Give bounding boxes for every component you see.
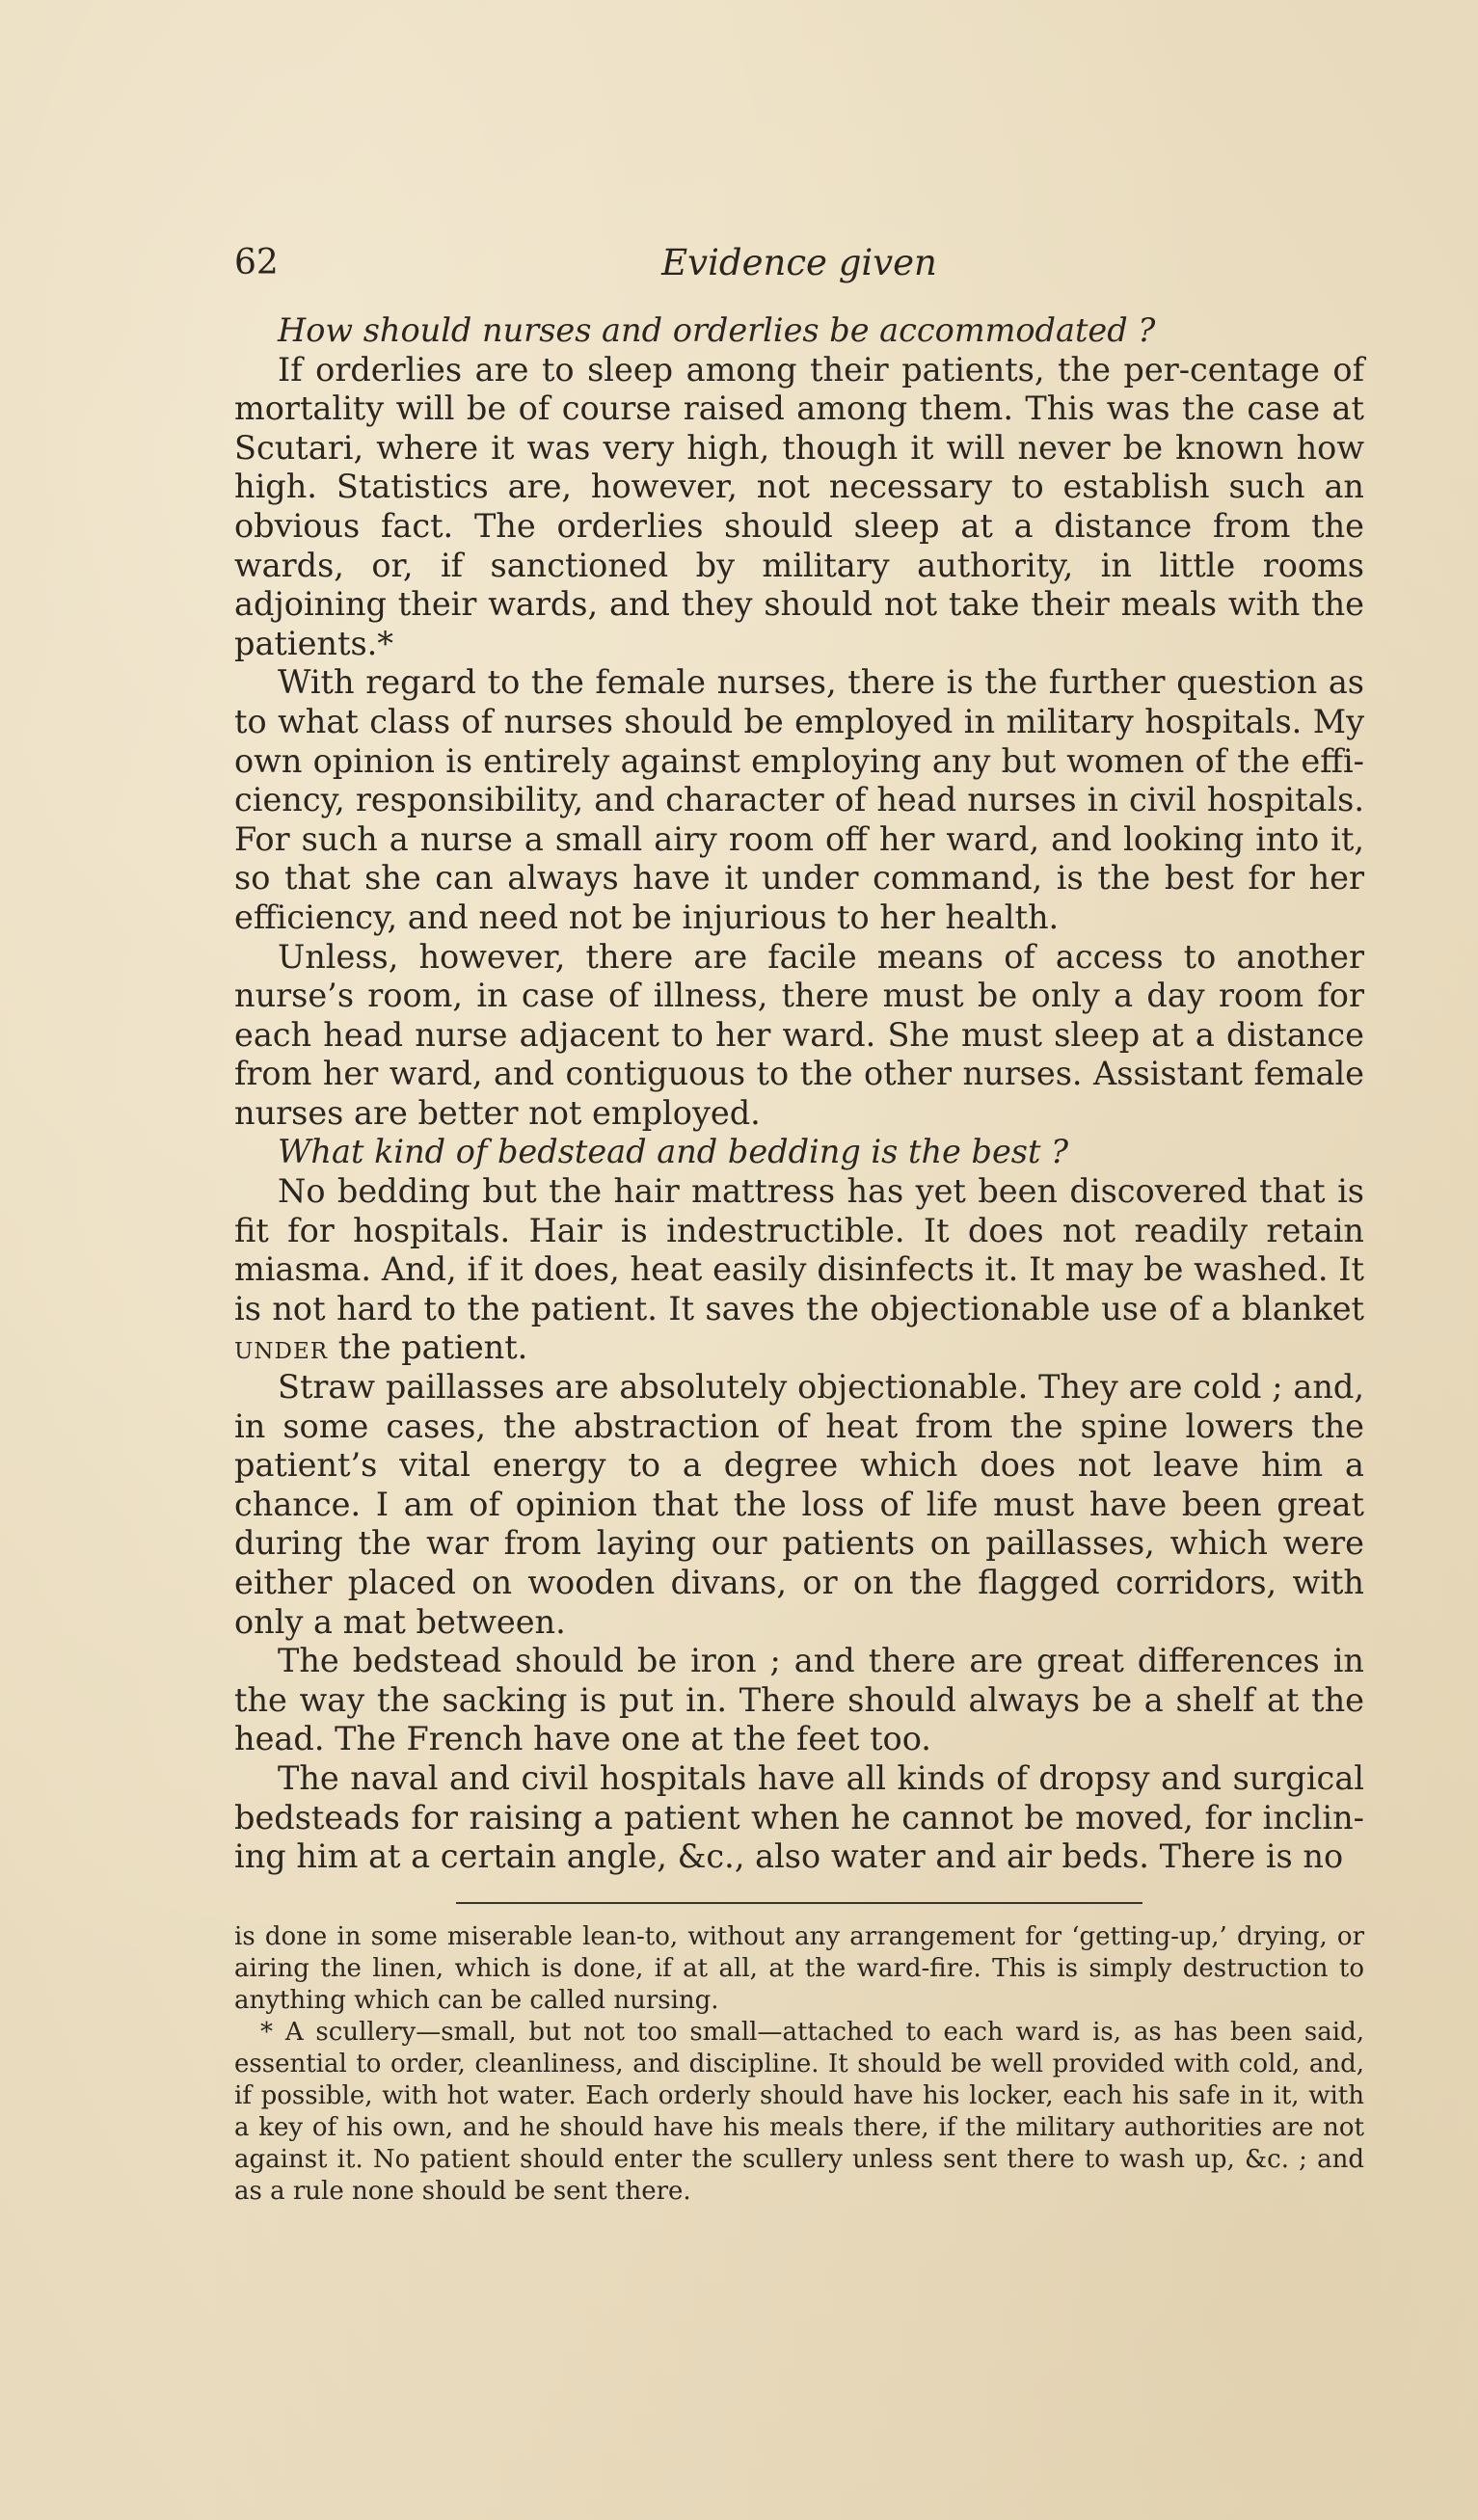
paragraph-iron-bedstead: The bedstead should be iron ; and there are great differences in the way the sacking is put in. There should always be a shelf at the head. The French have one at the feet too. (234, 1642, 1364, 1758)
paragraph-hair-mattress (234, 1172, 1364, 1368)
footnote-scullery: * A scullery—small, but not too small—attached to each ward is, as has been said, essential to order, cleanliness, and discipline. It should be well provided with cold, and, if possible, with hot water. Each orderly should have his locker, each his safe in it, with a key of his own, and he should have his meals there, if the military authorities are not against it. No patient should enter the scullery unless sent there to wash up, &c. ; and as a rule none should be sent there. (234, 2017, 1364, 2206)
main-text (234, 311, 1364, 1877)
paragraph-special-beds: The naval and civil hospitals have all kinds of dropsy and surgical bedsteads for raising a patient when he cannot be moved, for inclining him at a certain angle, &c., also water and air beds. There is no (234, 1758, 1364, 1876)
paragraph-straw-paillasses: Straw paillasses are absolutely objectionable. They are cold ; and, in some cases, the abstraction of heat from the spine lowers the patient’s vital energy to a degree which does not leave him a chance. I am of opinion that the loss of life must have been great during the war from laying our patients on paillasses, which were either placed on wooden divans, or on the flagged corridors, with only a mat between. (234, 1368, 1364, 1641)
paragraph-female-nurses: With regard to the female nurses, there is the further question as to what class of nurses should be employed in military hospitals. My own opinion is entirely against employing any but women of the efficiency, responsibility, and character of head nurses in civil hospitals. For such a nurse a small airy room off her ward, and looking into it, so that she can always have it under command, is the best for her efficiency, and need not be injurious to her health. (234, 663, 1364, 936)
book-page (234, 236, 1364, 2208)
paragraph-hair-mattress-end: the patient. (328, 1328, 528, 1367)
question-heading-bedstead: What kind of bedstead and bedding is the best ? (278, 1133, 1069, 1171)
running-title: Evidence given (661, 242, 937, 283)
page-number: 62 (234, 243, 279, 282)
emphasis-under: under (234, 1328, 329, 1367)
footnote-divider (456, 1902, 1142, 1904)
footnote-continued: is done in some miserable lean-to, without any arrangement for ‘getting-up,’ drying, or airing the linen, which is done, if at all, at the ward-fire. This is simply destruction to anything which can be called nursing. (234, 1921, 1364, 2015)
page-header (234, 236, 1364, 290)
question-heading-accommodation: How should nurses and orderlies be accommodated ? (278, 311, 1156, 349)
footnotes (234, 1921, 1364, 2208)
paragraph-day-room: Unless, however, there are facile means of access to another nurse’s room, in case of illness, there must be only a day room for each head nurse adjacent to her ward. She must sleep at a distance from her ward, and contiguous to the other nurses. Assistant female nurses are better not employed. (234, 937, 1364, 1132)
paragraph-orderlies: If orderlies are to sleep among their patients, the per-centage of mortality will be of course raised among them. This was the case at Scutari, where it was very high, though it will never be known how high. Statistics are, however, not necessary to establish such an obvious fact. The orderlies should sleep at a distance from the wards, or, if sanctioned by military authority, in little rooms adjoining their wards, and they should not take their meals with the patients.* (234, 350, 1364, 662)
paragraph-hair-mattress-text: No bedding but the hair mattress has yet been discovered that is fit for hospitals. Hair is indestructible. It does not readily retain miasma. And, if it does, heat easily disinfects it. It may be washed. It is not hard to the patient. It saves the objectionable use of a blanket (234, 1172, 1364, 1327)
